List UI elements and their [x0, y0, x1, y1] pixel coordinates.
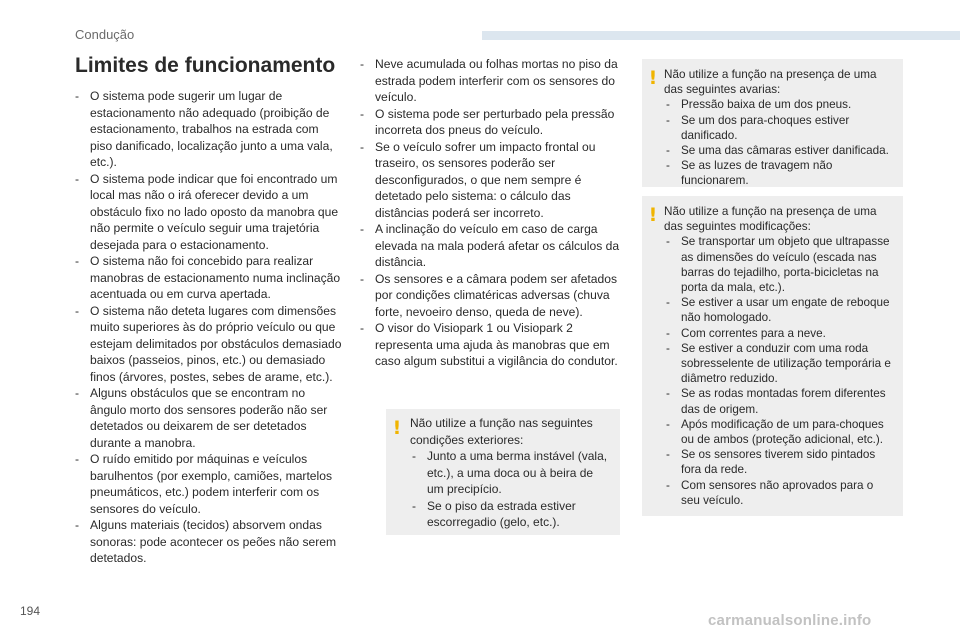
list-item: - O sistema pode indicar que foi encontrado um local mas não o irá oferecer devido a um obstáculo fixo no lado oposto da manobra que não permite o veículo seguir uma trajetória desejada para o estacionamento. — [73, 171, 343, 254]
list-item: - Alguns materiais (tecidos) absorvem ondas sonoras: pode acontecer os peões não serem detetados. — [73, 517, 343, 567]
list-item: - Se o piso da estrada estiver escorregadio (gelo, etc.). — [410, 498, 612, 531]
list-item: - Os sensores e a câmara podem ser afetados por condições climatéricas adversas (chuva forte, nevoeiro denso, queda de neve). — [358, 271, 620, 321]
list-item: - Após modificação de um para-choques ou de ambos (proteção adicional, etc.). — [664, 417, 895, 447]
page-title: Limites de funcionamento — [75, 54, 336, 77]
list-item: - Se as luzes de travagem não funcionarem. — [664, 158, 895, 188]
list-item: - Se transportar um objeto que ultrapasse as dimensões do veículo (escada nas barras do tejadilho, porta-bicicletas na porta da mala, etc.). — [664, 234, 895, 295]
warning-box-exterior-conditions — [386, 409, 620, 535]
list-item: - Junto a uma berma instável (vala, etc.), a uma doca ou à beira de um precipício. — [410, 448, 612, 498]
warning-icon: ! — [392, 417, 402, 439]
warning-list — [664, 234, 895, 508]
list-item: - Se estiver a conduzir com uma roda sobresselente de utilização temporária e diâmetro reduzido. — [664, 341, 895, 387]
warning-box-modifications — [642, 196, 903, 516]
list-item: - Neve acumulada ou folhas mortas no piso da estrada podem interferir com os sensores do veículo. — [358, 56, 620, 106]
list-item: - O sistema não deteta lugares com dimensões muito superiores às do próprio veículo ou que estejam delimitados por obstáculos demasiado baixos (passeios, pinos, etc.) ou demasiado finos (árvores, postes, sebes de arame, etc.). — [73, 303, 343, 386]
list-item: - Com correntes para a neve. — [664, 326, 895, 341]
list-item: - Se os sensores tiverem sido pintados fora da rede. — [664, 447, 895, 477]
list-item: - O sistema pode sugerir um lugar de estacionamento não adequado (proibição de estacionamento, trabalhos na estrada com piso danificado, localização junto a uma vala, etc.). — [73, 88, 343, 171]
list-item: - O sistema não foi concebido para realizar manobras de estacionamento numa inclinação acentuada ou em curva apertada. — [73, 253, 343, 303]
list-item: - Se estiver a usar um engate de reboque não homologado. — [664, 295, 895, 325]
list-item: - Pressão baixa de um dos pneus. — [664, 97, 895, 112]
list-item: - O visor do Visiopark 1 ou Visiopark 2 representa uma ajuda às manobras que em caso algum substitui a vigilância do condutor. — [358, 320, 620, 370]
list-item: - Se as rodas montadas forem diferentes das de origem. — [664, 386, 895, 416]
list-item: - Com sensores não aprovados para o seu veículo. — [664, 478, 895, 508]
warning-list — [410, 448, 612, 531]
list-item: - Se uma das câmaras estiver danificada. — [664, 143, 895, 158]
column-2-list — [358, 56, 620, 370]
list-item: - O sistema pode ser perturbado pela pressão incorreta dos pneus do veículo. — [358, 106, 620, 139]
list-item: - O ruído emitido por máquinas e veículos barulhentos (por exemplo, camiões, martelos pneumáticos, etc.) podem interferir com os sensores do veículo. — [73, 451, 343, 517]
column-1-list — [73, 88, 343, 567]
watermark: carmanualsonline.info — [708, 612, 872, 629]
header-bar — [482, 31, 960, 40]
list-item: - Se o veículo sofrer um impacto frontal ou traseiro, os sensores poderão ser desconfigurados, o que nem sempre é detetado pelo sistema: o cálculo das distâncias poderá ser incorreto. — [358, 139, 620, 222]
page-number: 194 — [20, 604, 41, 618]
section-header: Condução — [75, 27, 135, 42]
list-item: - Alguns obstáculos que se encontram no ângulo morto dos sensores poderão não ser detetados ou deixarem de ser detetados durante a manobra. — [73, 385, 343, 451]
warning-intro: Não utilize a função nas seguintes condições exteriores: — [410, 416, 593, 447]
warning-icon: ! — [648, 204, 658, 226]
warning-box-faults — [642, 59, 903, 187]
warning-intro: Não utilize a função na presença de uma das seguintes avarias: — [664, 68, 877, 97]
warning-intro: Não utilize a função na presença de uma das seguintes modificações: — [664, 205, 877, 234]
list-item: - A inclinação do veículo em caso de carga elevada na mala poderá afetar os cálculos da distância. — [358, 221, 620, 271]
warning-icon: ! — [648, 67, 658, 89]
list-item: - Se um dos para-choques estiver danificado. — [664, 113, 895, 143]
warning-list — [664, 97, 895, 188]
